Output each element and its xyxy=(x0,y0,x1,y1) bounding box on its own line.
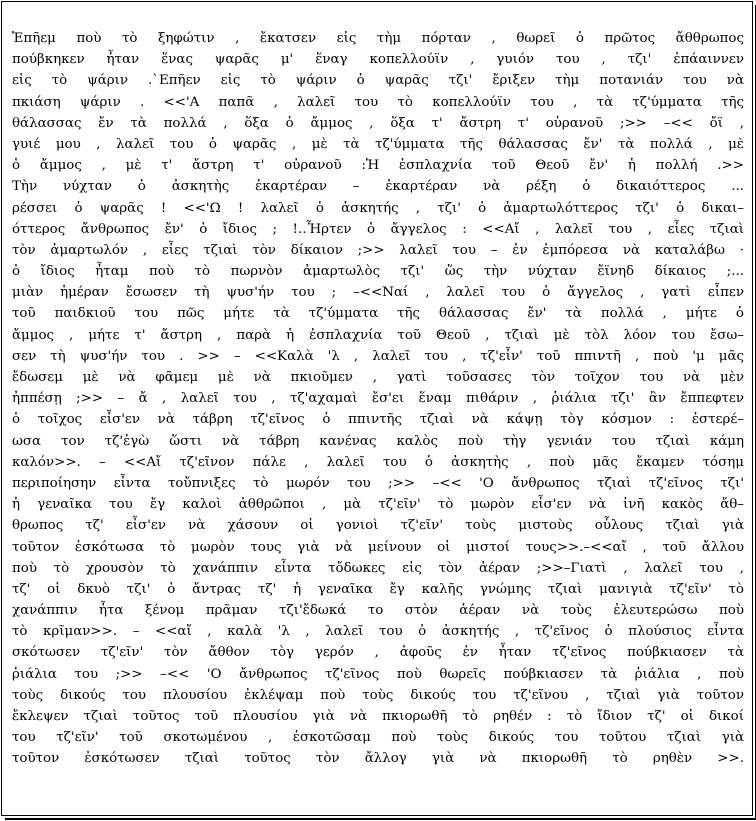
text-line: θάλασσας ἔν τὰ πολλά , ὅξα ὁ ἄμμος , ὅξα τ' ἄστρη τ' οὐρανοῦ ;>> –<< ὄϊ , xyxy=(12,115,744,131)
document-body-text xyxy=(12,28,744,770)
text-line: θρωπος τζ' εἶσ'εν νὰ χάσουν οἱ γονιοὶ τζ'εῖν' τοὺς μιστοὺς οὗλους τζιαὶ γιὰ xyxy=(12,518,744,534)
text-line: μιὰν ἡμέραν ἔσωσεν τὴ ψυσ'ήν του ; –<<Ναί , λαλεῖ του ὁ ἄγγελος , γατὶ εἶπεν xyxy=(12,285,744,301)
text-line: ὁ ἴδιος ἦταμ ποὺ τὸ πωρνὸν ἁμαρτωλὸς τζι' ὥς τὴν νύχταν ἔϊνηδ δίκαιος ;... xyxy=(12,264,744,280)
text-line: Ἐπῆεμ ποὺ τὸ ξηφώτιν , ἔκατσεν εἰς τὴμ πόρταν , θωρεῖ ὁ πρῶτος ἄθθρωπος xyxy=(12,31,744,46)
text-line: ἄμμος , μήτε τ' ἄστρη , παρὰ ἡ ἐσπλαχνία τοῦ Θεοῦ , τζιαὶ μὲ τὸλ λόον του ἔσω– xyxy=(12,327,744,343)
text-line: τοὺς δικούς του πλουσίου ἐκλέψαμ ποὺ τοὺς δικούς του τζ'εῖνου , τζιαὶ γιὰ τοῦτον xyxy=(12,687,744,703)
text-line: ρέσσει ὁ ψαρᾶς ! <<'Ω ! λαλεῖ ὁ ἀσκητής , τζι' ὁ ἁμαρτωλόττερος τζι' ὁ δικαι– xyxy=(12,200,744,216)
text-line: τζ' οἱ δκυὸ τζι' ὁ ἄντρας τζ' ἡ γεναῖκα ἔγ καλῆς γνώμης τζιαὶ μανιγιὰ τζ'εῖν' τὸ xyxy=(12,581,744,597)
text-line: όττερος ἄνθρωπος ἔν' ὁ ἴδιος ; !..Ἦρτεν ὁ ἄγγελος : <<Αἴ , λαλεῖ του , εἶες τζιαὶ xyxy=(12,221,744,237)
text-line: τοῦ παιδκιοῦ του πῶς μήτε τὰ τζ'ύμματα τῆς θάλασσας ἔν' τὰ πολλά , μήτε ὁ xyxy=(12,306,744,322)
text-line: ἔκλεψεν τζιαὶ τοῦτος τοῦ πλουσίου γιὰ νὰ πκιορωθῆ τὸ ρηθέν : τὸ ἴδιον τζ' οἱ δικοί xyxy=(12,709,744,724)
text-line: του τζ'εῖν' τοῦ σκοτωμένου , ἐσκοτῶσαμ ποὺ τοὺς δικούς του τοῦτου τζιαὶ γιὰ xyxy=(12,730,744,746)
document-page xyxy=(1,1,753,816)
text-line: ῥιάλια του ;>> –<< 'Ο ἄνθρωπος τζ'εῖνος ποὺ θωρεῖς πούβκιασεν τὰ ῥιάλια , ποὺ xyxy=(12,666,744,682)
text-line: σεν τὴ ψυσ'ήν του . >> – <<Καλὰ 'λ , λαλεῖ του , τζ'εἶν' τοῦ ππιντῆ , ποὺ 'μ μᾶς xyxy=(12,348,744,364)
text-line: Τὴν νύχταν ὁ ἀσκητὴς ἐκαρτέραν – ἐκαρτέραν νὰ ρέξη ὁ δικαιόττερος ... xyxy=(12,179,744,195)
text-line: σκότωσεν τζ'εῖν' τὸν ἄθθον τὸγ γερόν , ἀφοῦς ἐν ἦταν τζ'εῖνος πούβκιασεν τὰ xyxy=(12,645,744,661)
text-line: ποὺ τὸ χρουσὸν τὸ χανάππιν εἶντα τὄδωκες εἰς τὸν ἀέραν ;>>–Γιατὶ , λαλεῖ του , xyxy=(12,560,744,576)
text-line: ἠππέσῃ ;>> – ἄ , λαλεῖ του , τζ'αχαμαὶ ἔσ'ει ἕναμ πιθάριν , ῥιάλια τζι' ἂν ἔππεφτεν xyxy=(12,391,744,407)
text-line: τοῦτον ἐσκότωσεν τζιαὶ τοῦτος τὸν ἄλλογ γιὰ νὰ πκιορωθῆ τὸ ρηθὲν >>. xyxy=(12,751,744,767)
text-line: καλόν>>. – <<Αἴ τζ'εῖνον πάλε , λαλεῖ του ὁ ἀσκητὴς , ποὺ μᾶς ἔκαμεν τόσημ xyxy=(12,454,744,470)
text-line: γυιέ μου , λαλεῖ του ὁ ψαρᾶς , μὲ τὰ τζ'ύμματα τῆς θάλασσας ἔν' τὰ πολλά , μὲ xyxy=(12,136,744,152)
text-line: περιποίησην εἶντα τοὔπνιξες τὸ μωρόν του ;>> –<< 'Ο ἄνθρωπος τζιαὶ τζ'εῖνος τζι' xyxy=(12,475,744,491)
text-line: εἰς τὸ ψάριν .`Επῆεν εἰς τὸ ψάριν ὁ ψαρᾶς τζι' ἔριξεν τὴμ ποτανιάν του νὰ xyxy=(12,73,744,89)
text-line: ἡ γεναῖκα του ἔγ καλοὶ ἀθθρῶποι , μὰ τζ'εῖν' τὸ μωρὸν εἶσ'εν νὰ ἰνῆ κακὸς ἄθ– xyxy=(12,497,744,513)
text-line: τοῦτον ἐσκότωσα τὸ μωρὸν τους γιὰ νὰ μείνουν οἱ μιστοί τους>>.–<<αἴ , τοῦ ἄλλου xyxy=(12,539,744,555)
text-line: τὸ κρῖμαν>>. – <<αἴ , καλὰ 'λ , λαλεῖ του ὁ ἀσκητής , τζ'εῖνος ὁ πλούσιος εἶντα xyxy=(12,624,744,640)
text-line: ὁ τοῖχος εἶσ'εν νὰ τάβρη τζ'εῖνος ὁ ππιντῆς τζιαὶ νὰ κάψῃ τὸγ κόσμον : ἐστερέ– xyxy=(12,412,744,428)
text-line: χανάππιν ἦτα ξένομ πρᾶμαν τζι'ἔδωκά το στὸν ἀέραν νὰ τοὺς ἐλευτερώσω ποὺ xyxy=(12,603,744,619)
text-line: πκιάση ψάριν . <<'Α παπᾶ , λαλεῖ του τὸ κοπελλούϊν του , τὰ τζ'ύμματα τῆς xyxy=(12,94,744,110)
text-line: πούβκηκεν ἦταν ἕνας ψαρᾶς μ' ἕναγ κοπελλούϊν , γυιόν του , τζι' ἐπάαιννεν xyxy=(12,52,744,68)
text-line: ἔδωσεμ μὲ νὰ φᾶμεμ μὲ νὰ πκιοῦμεν , γατὶ τοῦσασες τὸν τοῖχον του νὰ μὲν xyxy=(12,370,744,385)
text-line: ὁ ἄμμος , μὲ τ' ἄστρη τ' οὐρανοῦ :Ἡ ἐσπλαχνία τοῦ Θεοῦ ἔν' ἡ πολλή .>> xyxy=(12,158,744,174)
text-line: τὸν ἁμαρτωλόν , εἶες τζιαὶ τὸν δίκαιον ;>> λαλεῖ του – ἐν ἐμπόρεσα νὰ καταλάβω · xyxy=(12,242,744,258)
text-line: ωσα τον τζ'ἐγὼ ὥστι νὰ τάβρη κανένας καλὸς ποὺ τὴγ γενιάν του τζιαὶ κάμη xyxy=(12,433,744,449)
